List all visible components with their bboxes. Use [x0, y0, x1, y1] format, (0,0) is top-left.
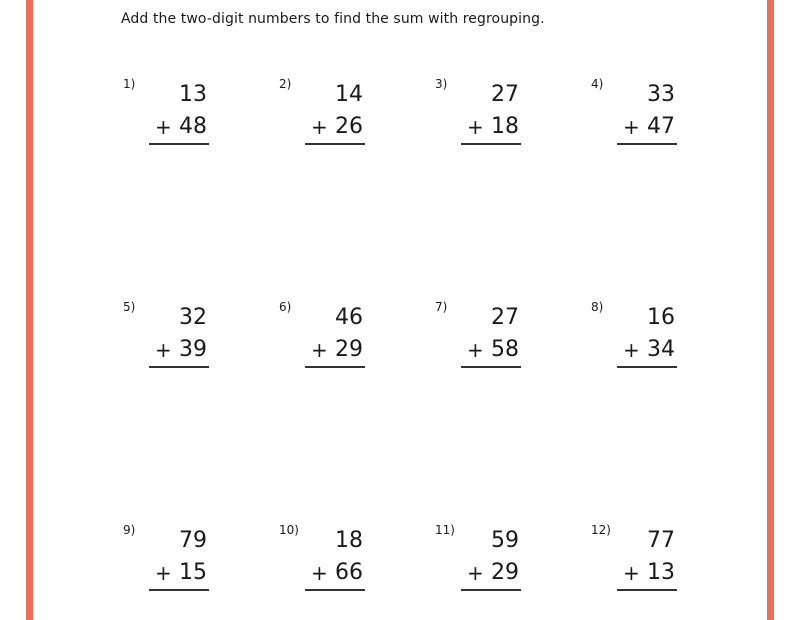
addend-bottom: 26 — [335, 114, 363, 139]
addend-bottom: 48 — [179, 114, 207, 139]
answer-line — [149, 589, 209, 591]
plus-sign: + — [311, 115, 328, 139]
plus-sign: + — [155, 115, 172, 139]
answer-line — [617, 366, 677, 368]
addend-bottom: 39 — [179, 337, 207, 362]
problem-4 — [591, 77, 721, 157]
problem-2 — [279, 77, 409, 157]
plus-sign: + — [623, 338, 640, 362]
problem-7 — [435, 300, 565, 380]
problem-11 — [435, 523, 565, 603]
plus-sign: + — [155, 338, 172, 362]
plus-sign: + — [311, 338, 328, 362]
answer-line — [305, 589, 365, 591]
problem-3 — [435, 77, 565, 157]
addend-top: 27 — [491, 82, 519, 107]
addend-bottom: 18 — [491, 114, 519, 139]
addend-bottom: 13 — [647, 560, 675, 585]
addend-bottom: 66 — [335, 560, 363, 585]
problem-6 — [279, 300, 409, 380]
problem-number: 3) — [435, 77, 448, 91]
plus-sign: + — [623, 115, 640, 139]
addend-top: 77 — [647, 528, 675, 553]
right-border — [767, 0, 774, 620]
addend-top: 46 — [335, 305, 363, 330]
problem-number: 12) — [591, 523, 611, 537]
problem-12 — [591, 523, 721, 603]
addend-bottom: 58 — [491, 337, 519, 362]
addend-top: 18 — [335, 528, 363, 553]
left-border — [26, 0, 33, 620]
problem-9 — [123, 523, 253, 603]
problem-number: 9) — [123, 523, 136, 537]
answer-line — [617, 143, 677, 145]
plus-sign: + — [311, 561, 328, 585]
plus-sign: + — [623, 561, 640, 585]
answer-line — [461, 143, 521, 145]
problem-number: 10) — [279, 523, 299, 537]
addend-bottom: 29 — [491, 560, 519, 585]
problem-number: 6) — [279, 300, 292, 314]
addend-top: 13 — [179, 82, 207, 107]
addend-top: 16 — [647, 305, 675, 330]
answer-line — [305, 366, 365, 368]
problem-5 — [123, 300, 253, 380]
plus-sign: + — [155, 561, 172, 585]
answer-line — [461, 589, 521, 591]
addend-top: 79 — [179, 528, 207, 553]
answer-line — [305, 143, 365, 145]
plus-sign: + — [467, 561, 484, 585]
answer-line — [461, 366, 521, 368]
answer-line — [149, 366, 209, 368]
problem-number: 11) — [435, 523, 455, 537]
addend-bottom: 15 — [179, 560, 207, 585]
answer-line — [149, 143, 209, 145]
addend-top: 14 — [335, 82, 363, 107]
problem-10 — [279, 523, 409, 603]
problem-number: 5) — [123, 300, 136, 314]
addend-bottom: 34 — [647, 337, 675, 362]
addend-top: 33 — [647, 82, 675, 107]
problem-1 — [123, 77, 253, 157]
problem-number: 8) — [591, 300, 604, 314]
addend-bottom: 29 — [335, 337, 363, 362]
addend-top: 59 — [491, 528, 519, 553]
plus-sign: + — [467, 338, 484, 362]
instructions-text: Add the two-digit numbers to find the sum with regrouping. — [121, 11, 545, 27]
problem-number: 1) — [123, 77, 136, 91]
problem-number: 2) — [279, 77, 292, 91]
problem-number: 7) — [435, 300, 448, 314]
problem-number: 4) — [591, 77, 604, 91]
answer-line — [617, 589, 677, 591]
problem-8 — [591, 300, 721, 380]
plus-sign: + — [467, 115, 484, 139]
addend-top: 27 — [491, 305, 519, 330]
addend-bottom: 47 — [647, 114, 675, 139]
addend-top: 32 — [179, 305, 207, 330]
